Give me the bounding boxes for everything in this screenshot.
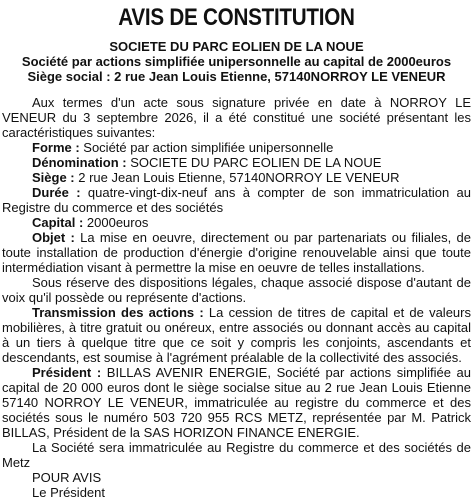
field-denomination (2, 155, 471, 170)
field-siege (2, 170, 471, 185)
notice-body (2, 95, 471, 500)
intro-paragraph: Aux termes d'un acte sous signature privée en date à NORROY LE VENEUR du 3 septembre 2026, il a été constitué une société présentant les caractéristiques suivantes: (2, 95, 471, 140)
field-forme (2, 140, 471, 155)
field-value: Société par action simplifiée unipersonnelle (79, 140, 334, 155)
field-value: 2000euros (83, 215, 149, 230)
notice-title: AVIS DE CONSTITUTION (118, 4, 355, 31)
president-value: BILLAS AVENIR ENERGIE, Société par actions simplifiée au capital de 20 000 euros dont le siège socialse situe au 2 rue Jean Louis Etienne 57140 NORROY LE VENEUR, immatriculée au registre du commerce et des sociétés sous le numéro 503 720 955 RCS METZ, représentée par M. Patrick BILLAS, Président de la SAS HORIZON FINANCE ENERGIE. (2, 365, 471, 440)
president-label: Président : (32, 365, 102, 380)
legal-notice (0, 4, 473, 500)
field-duree (2, 185, 471, 215)
field-objet (2, 230, 471, 275)
closing-line: POUR AVIS (32, 470, 102, 485)
transfer-label: Transmission des actions : (32, 305, 204, 320)
field-value: La mise en oeuvre, directement ou par partenariats ou filiales, de toute installation de production d'énergie d'origine renouvelable ainsi que toute intermédiation visant à permettre la mise en oeuvre de telles installations. (2, 230, 471, 275)
field-label: Dénomination : (32, 155, 127, 170)
company-name: SOCIETE DU PARC EOLIEN DE LA NOUE (109, 39, 364, 54)
field-label: Capital : (32, 215, 84, 230)
field-label: Siège : (32, 170, 75, 185)
vote-clause: Sous réserve des dispositions légales, chaque associé dispose d'autant de voix qu'il possède ou représente d'actions. (2, 275, 471, 305)
transfer-clause (2, 305, 471, 365)
field-value: SOCIETE DU PARC EOLIEN DE LA NOUE (126, 155, 382, 170)
notice-header (2, 39, 471, 84)
field-label: Durée : (32, 185, 81, 200)
signature-line: Le Président (32, 485, 105, 500)
field-label: Objet : (32, 230, 75, 245)
field-label: Forme : (32, 140, 80, 155)
field-capital (2, 215, 471, 230)
field-value: 2 rue Jean Louis Etienne, 57140NORROY LE VENEUR (74, 170, 400, 185)
company-form-line: Société par actions simplifiée unipersonnelle au capital de 2000euros (21, 54, 452, 69)
transfer-value: La cession de titres de capital et de valeurs mobilières, à titre gratuit ou onéreux, entre associés ou donnant accès au capital à un tiers à quelque titre que ce soit y compris les conjoints, ascendants et descendants, est soumise à l'agrément préalable de la collectivité des associés. (2, 305, 471, 365)
president-clause (2, 365, 471, 440)
field-value: quatre-vingt-dix-neuf ans à compter de son immatriculation au Registre du commerce et des sociétés (2, 185, 471, 215)
registration-line: La Société sera immatriculée au Registre du commerce et des sociétés de Metz (2, 440, 471, 470)
company-seat-line: Siège social : 2 rue Jean Louis Etienne, 57140NORROY LE VENEUR (27, 69, 446, 84)
